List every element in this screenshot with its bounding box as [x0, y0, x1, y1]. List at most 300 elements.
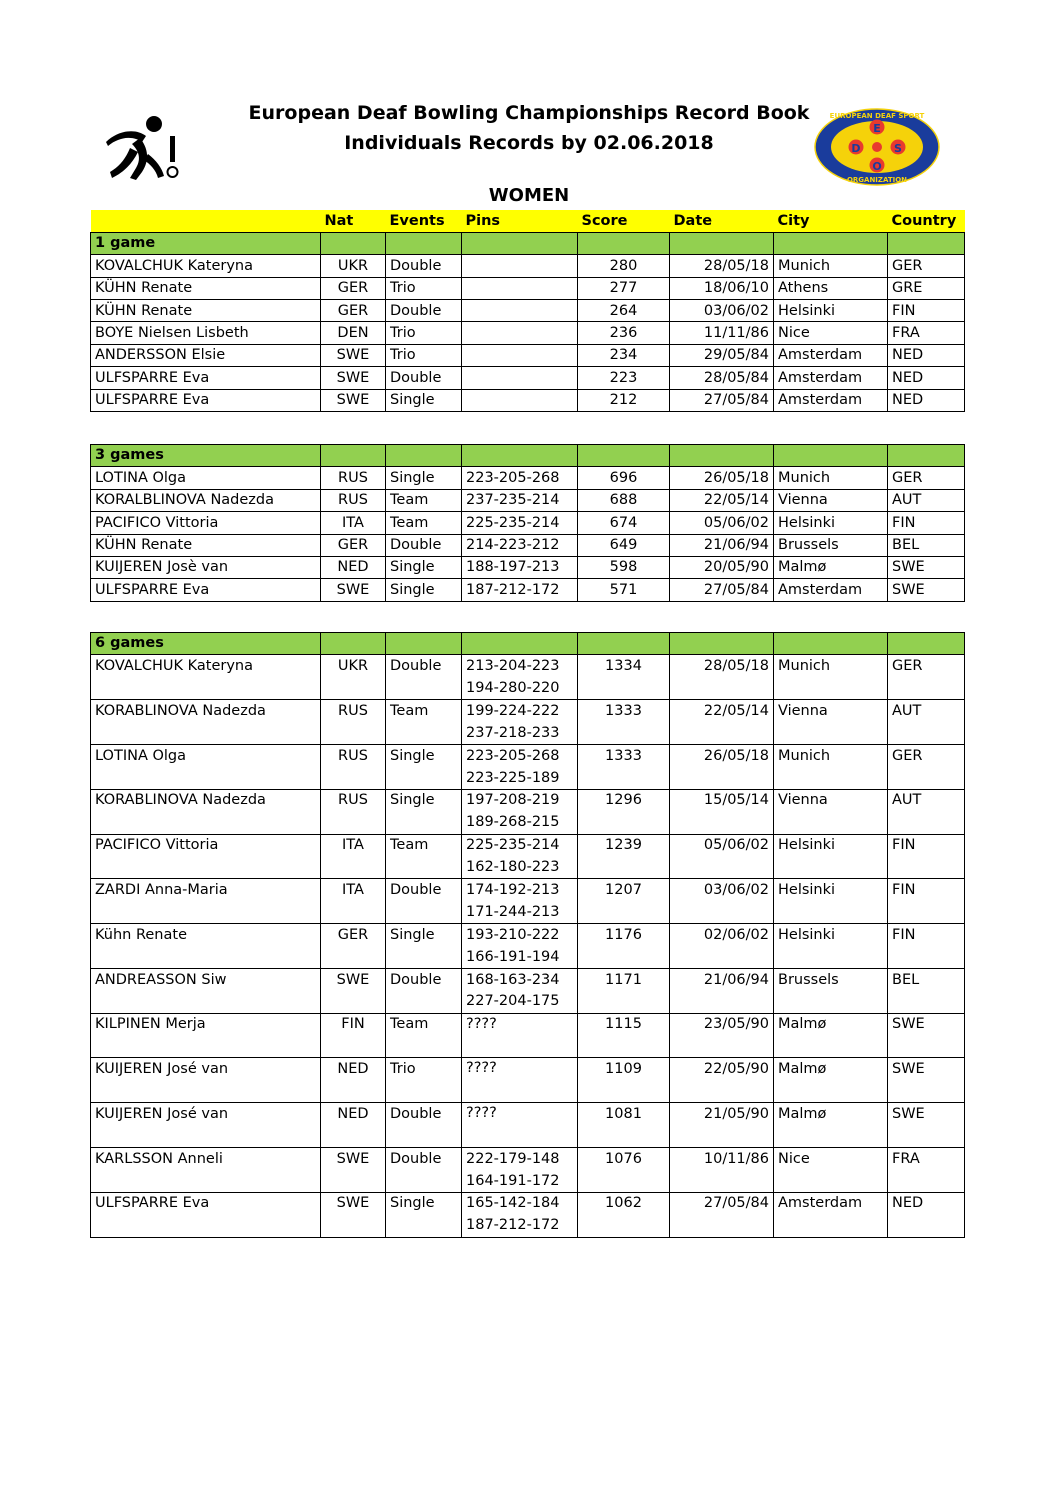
cell-pins — [462, 300, 578, 322]
cell-event: Double — [386, 1103, 462, 1125]
cell-city-cont — [774, 812, 888, 834]
records-table-1-game — [90, 210, 965, 412]
cell-date: 21/06/94 — [670, 534, 774, 556]
cell-name-cont — [91, 991, 321, 1013]
section-cell — [386, 232, 462, 254]
cell-date: 26/05/18 — [670, 467, 774, 489]
table-row — [91, 277, 965, 299]
document-title: European Deaf Bowling Championships Record Book — [248, 102, 810, 124]
table-row-continuation — [91, 812, 965, 834]
section-cell — [670, 633, 774, 655]
cell-nat-cont — [321, 722, 386, 744]
section-cell — [578, 445, 670, 467]
cell-score: 1115 — [578, 1013, 670, 1035]
cell-event: Double — [386, 655, 462, 677]
table-row — [91, 367, 965, 389]
cell-city-cont — [774, 856, 888, 878]
cell-score: 1171 — [578, 968, 670, 990]
cell-score: 212 — [578, 389, 670, 411]
cell-score-cont — [578, 1080, 670, 1102]
cell-name: KÜHN Renate — [91, 277, 321, 299]
column-header: City — [774, 210, 888, 232]
svg-text:D: D — [851, 142, 861, 155]
cell-country: GER — [888, 744, 965, 766]
cell-nat: FIN — [321, 1013, 386, 1035]
cell-country: FIN — [888, 300, 965, 322]
column-header: Score — [578, 210, 670, 232]
cell-date-cont — [670, 856, 774, 878]
cell-event: Single — [386, 744, 462, 766]
cell-name: KORABLINOVA Nadezda — [91, 789, 321, 811]
cell-nat-cont — [321, 1125, 386, 1147]
cell-date-cont — [670, 946, 774, 968]
cell-event: Double — [386, 367, 462, 389]
cell-name: Kühn Renate — [91, 924, 321, 946]
cell-city: Nice — [774, 1147, 888, 1169]
cell-city: Amsterdam — [774, 367, 888, 389]
table-row — [91, 1192, 965, 1214]
cell-name-cont — [91, 946, 321, 968]
cell-nat-cont — [321, 767, 386, 789]
cell-name: KUIJEREN José van — [91, 1058, 321, 1080]
section-cell — [462, 232, 578, 254]
cell-score-cont — [578, 767, 670, 789]
cell-score: 1207 — [578, 879, 670, 901]
cell-pins: 214-223-212 — [462, 534, 578, 556]
cell-pins — [462, 255, 578, 277]
cell-nat: SWE — [321, 968, 386, 990]
cell-event: Double — [386, 968, 462, 990]
section-cell — [888, 232, 965, 254]
section-row — [91, 232, 965, 254]
cell-country: NED — [888, 389, 965, 411]
cell-nat: DEN — [321, 322, 386, 344]
cell-score-cont — [578, 722, 670, 744]
cell-date: 22/05/14 — [670, 700, 774, 722]
table-row-continuation — [91, 1215, 965, 1237]
cell-name: ULFSPARRE Eva — [91, 579, 321, 601]
table-row-continuation — [91, 856, 965, 878]
cell-pins: ???? — [462, 1103, 578, 1148]
cell-city-cont — [774, 767, 888, 789]
records-table-6-games — [90, 632, 965, 1238]
cell-country: GER — [888, 467, 965, 489]
cell-country-cont — [888, 1215, 965, 1237]
cell-event: Team — [386, 834, 462, 856]
cell-name: KUIJEREN Josè van — [91, 556, 321, 578]
cell-city: Amsterdam — [774, 344, 888, 366]
cell-city-cont — [774, 722, 888, 744]
cell-date: 18/06/10 — [670, 277, 774, 299]
cell-pins-cont: 187-212-172 — [462, 1215, 578, 1237]
cell-nat: UKR — [321, 255, 386, 277]
section-cell — [670, 445, 774, 467]
cell-pins — [462, 277, 578, 299]
cell-event: Double — [386, 879, 462, 901]
table-row — [91, 789, 965, 811]
cell-event: Trio — [386, 322, 462, 344]
cell-country-cont — [888, 856, 965, 878]
cell-date: 10/11/86 — [670, 1147, 774, 1169]
cell-event-cont — [386, 1170, 462, 1192]
cell-date-cont — [670, 812, 774, 834]
cell-country-cont — [888, 1080, 965, 1102]
cell-country-cont — [888, 991, 965, 1013]
cell-score: 649 — [578, 534, 670, 556]
table-row — [91, 322, 965, 344]
cell-nat-cont — [321, 1080, 386, 1102]
section-cell — [774, 232, 888, 254]
cell-city: Munich — [774, 655, 888, 677]
cell-score: 234 — [578, 344, 670, 366]
svg-text:S: S — [894, 142, 902, 155]
document-subtitle: Individuals Records by 02.06.2018 — [344, 132, 714, 154]
cell-nat: SWE — [321, 389, 386, 411]
cell-country: GER — [888, 655, 965, 677]
cell-city: Brussels — [774, 968, 888, 990]
section-cell — [670, 232, 774, 254]
section-cell — [462, 633, 578, 655]
cell-country: FRA — [888, 1147, 965, 1169]
cell-pins: ???? — [462, 1058, 578, 1103]
cell-date-cont — [670, 1036, 774, 1058]
table-row — [91, 579, 965, 601]
cell-date: 02/06/02 — [670, 924, 774, 946]
section-row — [91, 633, 965, 655]
cell-pins: 197-208-219 — [462, 789, 578, 811]
cell-pins: 199-224-222 — [462, 700, 578, 722]
cell-score: 1109 — [578, 1058, 670, 1080]
cell-nat: RUS — [321, 489, 386, 511]
cell-city: Munich — [774, 255, 888, 277]
cell-date: 03/06/02 — [670, 879, 774, 901]
table-row — [91, 1147, 965, 1169]
cell-city-cont — [774, 1215, 888, 1237]
cell-name: ZARDI Anna-Maria — [91, 879, 321, 901]
cell-pins: 168-163-234 — [462, 968, 578, 990]
cell-country: AUT — [888, 700, 965, 722]
cell-score-cont — [578, 677, 670, 699]
cell-event: Team — [386, 489, 462, 511]
cell-name-cont — [91, 812, 321, 834]
cell-nat: ITA — [321, 879, 386, 901]
cell-country-cont — [888, 677, 965, 699]
table-row — [91, 924, 965, 946]
section-cell — [321, 445, 386, 467]
cell-name-cont — [91, 677, 321, 699]
section-cell — [578, 633, 670, 655]
cell-name-cont — [91, 722, 321, 744]
section-row — [91, 445, 965, 467]
cell-event: Trio — [386, 277, 462, 299]
cell-score: 280 — [578, 255, 670, 277]
cell-score: 696 — [578, 467, 670, 489]
cell-nat: SWE — [321, 1192, 386, 1214]
cell-name: LOTINA Olga — [91, 744, 321, 766]
cell-score: 571 — [578, 579, 670, 601]
cell-date: 11/11/86 — [670, 322, 774, 344]
section-label: 1 game — [91, 232, 321, 254]
cell-country-cont — [888, 767, 965, 789]
cell-pins-cont: 164-191-172 — [462, 1170, 578, 1192]
cell-city-cont — [774, 1125, 888, 1147]
cell-date: 26/05/18 — [670, 744, 774, 766]
cell-pins: ???? — [462, 1013, 578, 1058]
cell-score-cont — [578, 1125, 670, 1147]
cell-country: NED — [888, 1192, 965, 1214]
cell-city: Malmø — [774, 556, 888, 578]
cell-date: 23/05/90 — [670, 1013, 774, 1035]
cell-event-cont — [386, 767, 462, 789]
cell-name-cont — [91, 1080, 321, 1102]
header-row — [91, 210, 965, 232]
cell-nat: NED — [321, 1058, 386, 1080]
cell-city: Malmø — [774, 1013, 888, 1035]
svg-text:O: O — [872, 160, 882, 173]
cell-name: BOYE Nielsen Lisbeth — [91, 322, 321, 344]
cell-city: Munich — [774, 467, 888, 489]
section-cell — [386, 633, 462, 655]
cell-event-cont — [386, 946, 462, 968]
cell-date-cont — [670, 722, 774, 744]
cell-name: KOVALCHUK Kateryna — [91, 255, 321, 277]
category-heading: WOMEN — [488, 185, 570, 206]
cell-score: 1062 — [578, 1192, 670, 1214]
cell-country-cont — [888, 1170, 965, 1192]
cell-country: BEL — [888, 968, 965, 990]
svg-text:E: E — [873, 122, 881, 135]
cell-date-cont — [670, 677, 774, 699]
cell-nat-cont — [321, 856, 386, 878]
cell-city: Munich — [774, 744, 888, 766]
cell-pins: 165-142-184 — [462, 1192, 578, 1214]
cell-nat-cont — [321, 991, 386, 1013]
cell-event: Single — [386, 789, 462, 811]
cell-city: Helsinki — [774, 300, 888, 322]
column-header: Date — [670, 210, 774, 232]
cell-country: BEL — [888, 534, 965, 556]
table-row — [91, 834, 965, 856]
cell-score: 223 — [578, 367, 670, 389]
cell-date: 27/05/84 — [670, 579, 774, 601]
cell-pins: 223-205-268 — [462, 467, 578, 489]
cell-name: KORABLINOVA Nadezda — [91, 700, 321, 722]
table-row — [91, 467, 965, 489]
cell-date: 22/05/14 — [670, 489, 774, 511]
cell-country: SWE — [888, 1058, 965, 1080]
cell-country-cont — [888, 901, 965, 923]
cell-country: NED — [888, 344, 965, 366]
cell-nat-cont — [321, 1036, 386, 1058]
cell-pins — [462, 322, 578, 344]
cell-pins-cont: 237-218-233 — [462, 722, 578, 744]
table-row — [91, 255, 965, 277]
cell-city-cont — [774, 1170, 888, 1192]
svg-text:ORGANIZATION: ORGANIZATION — [846, 176, 908, 184]
cell-nat: RUS — [321, 700, 386, 722]
svg-text:EUROPEAN DEAF SPORT: EUROPEAN DEAF SPORT — [829, 112, 925, 120]
table-row-continuation — [91, 946, 965, 968]
cell-city-cont — [774, 1036, 888, 1058]
cell-country: NED — [888, 367, 965, 389]
cell-nat: ITA — [321, 834, 386, 856]
cell-name: KÜHN Renate — [91, 300, 321, 322]
cell-pins-cont: 227-204-175 — [462, 991, 578, 1013]
cell-score: 1333 — [578, 700, 670, 722]
cell-date-cont — [670, 1215, 774, 1237]
cell-nat: GER — [321, 924, 386, 946]
cell-name: KARLSSON Anneli — [91, 1147, 321, 1169]
cell-pins: 225-235-214 — [462, 834, 578, 856]
cell-date: 28/05/84 — [670, 367, 774, 389]
cell-name: KUIJEREN José van — [91, 1103, 321, 1125]
cell-pins-cont: 189-268-215 — [462, 812, 578, 834]
cell-date-cont — [670, 991, 774, 1013]
cell-nat-cont — [321, 901, 386, 923]
cell-pins: 222-179-148 — [462, 1147, 578, 1169]
cell-name: ANDERSSON Elsie — [91, 344, 321, 366]
cell-name: KORALBLINOVA Nadezda — [91, 489, 321, 511]
table-row-continuation — [91, 1170, 965, 1192]
cell-city: Athens — [774, 277, 888, 299]
cell-event: Single — [386, 1192, 462, 1214]
cell-event: Double — [386, 255, 462, 277]
cell-score-cont — [578, 1215, 670, 1237]
cell-name-cont — [91, 901, 321, 923]
cell-pins — [462, 344, 578, 366]
cell-score: 1334 — [578, 655, 670, 677]
cell-event: Trio — [386, 1058, 462, 1080]
cell-country: SWE — [888, 556, 965, 578]
cell-event: Double — [386, 1147, 462, 1169]
cell-event-cont — [386, 677, 462, 699]
cell-nat: GER — [321, 300, 386, 322]
cell-score: 1176 — [578, 924, 670, 946]
cell-name: LOTINA Olga — [91, 467, 321, 489]
cell-date: 03/06/02 — [670, 300, 774, 322]
cell-event-cont — [386, 812, 462, 834]
cell-event: Single — [386, 467, 462, 489]
cell-score-cont — [578, 946, 670, 968]
section-cell — [462, 445, 578, 467]
cell-event: Double — [386, 534, 462, 556]
table-row — [91, 1013, 965, 1035]
cell-country: GER — [888, 255, 965, 277]
cell-date: 21/05/90 — [670, 1103, 774, 1125]
cell-date-cont — [670, 1080, 774, 1102]
cell-city: Amsterdam — [774, 389, 888, 411]
cell-score: 688 — [578, 489, 670, 511]
cell-event: Team — [386, 700, 462, 722]
column-header: Pins — [462, 210, 578, 232]
cell-name-cont — [91, 1215, 321, 1237]
cell-pins: 213-204-223 — [462, 655, 578, 677]
cell-city: Helsinki — [774, 834, 888, 856]
table-row — [91, 489, 965, 511]
cell-event-cont — [386, 1080, 462, 1102]
cell-name-cont — [91, 1125, 321, 1147]
cell-country: GRE — [888, 277, 965, 299]
cell-score: 264 — [578, 300, 670, 322]
cell-score: 598 — [578, 556, 670, 578]
section-cell — [888, 445, 965, 467]
table-row — [91, 700, 965, 722]
cell-score: 1239 — [578, 834, 670, 856]
cell-city: Nice — [774, 322, 888, 344]
cell-score: 1081 — [578, 1103, 670, 1125]
cell-nat: SWE — [321, 367, 386, 389]
cell-nat: RUS — [321, 467, 386, 489]
cell-event: Single — [386, 579, 462, 601]
cell-city-cont — [774, 1080, 888, 1102]
cell-country-cont — [888, 722, 965, 744]
section-cell — [888, 633, 965, 655]
cell-country: FIN — [888, 512, 965, 534]
cell-pins-cont: 194-280-220 — [462, 677, 578, 699]
cell-pins — [462, 367, 578, 389]
column-header: Events — [386, 210, 462, 232]
cell-date: 22/05/90 — [670, 1058, 774, 1080]
table-row — [91, 534, 965, 556]
cell-nat-cont — [321, 1215, 386, 1237]
cell-name-cont — [91, 856, 321, 878]
cell-name: ANDREASSON Siw — [91, 968, 321, 990]
cell-event-cont — [386, 901, 462, 923]
cell-name: KÜHN Renate — [91, 534, 321, 556]
cell-date-cont — [670, 767, 774, 789]
cell-pins-cont: 162-180-223 — [462, 856, 578, 878]
column-header: Country — [888, 210, 965, 232]
cell-score: 674 — [578, 512, 670, 534]
cell-date: 15/05/14 — [670, 789, 774, 811]
cell-city: Vienna — [774, 489, 888, 511]
cell-score-cont — [578, 1036, 670, 1058]
cell-score: 1296 — [578, 789, 670, 811]
cell-score: 1076 — [578, 1147, 670, 1169]
cell-event-cont — [386, 991, 462, 1013]
cell-pins: 223-205-268 — [462, 744, 578, 766]
section-cell — [578, 232, 670, 254]
cell-name: KILPINEN Merja — [91, 1013, 321, 1035]
cell-date: 05/06/02 — [670, 512, 774, 534]
cell-city: Helsinki — [774, 879, 888, 901]
cell-name-cont — [91, 1036, 321, 1058]
cell-date: 05/06/02 — [670, 834, 774, 856]
cell-pins: 174-192-213 — [462, 879, 578, 901]
cell-country: FIN — [888, 834, 965, 856]
cell-pins: 193-210-222 — [462, 924, 578, 946]
cell-city: Helsinki — [774, 924, 888, 946]
cell-city-cont — [774, 946, 888, 968]
section-cell — [321, 232, 386, 254]
cell-nat: RUS — [321, 789, 386, 811]
cell-country: FRA — [888, 322, 965, 344]
cell-event: Team — [386, 512, 462, 534]
table-row — [91, 655, 965, 677]
table-row — [91, 879, 965, 901]
cell-score-cont — [578, 856, 670, 878]
cell-date: 28/05/18 — [670, 255, 774, 277]
cell-nat: NED — [321, 1103, 386, 1125]
cell-pins-cont: 171-244-213 — [462, 901, 578, 923]
cell-date: 28/05/18 — [670, 655, 774, 677]
cell-city: Amsterdam — [774, 1192, 888, 1214]
column-header: Nat — [321, 210, 386, 232]
cell-city: Brussels — [774, 534, 888, 556]
cell-pins-cont: 166-191-194 — [462, 946, 578, 968]
cell-pins: 188-197-213 — [462, 556, 578, 578]
cell-event-cont — [386, 856, 462, 878]
